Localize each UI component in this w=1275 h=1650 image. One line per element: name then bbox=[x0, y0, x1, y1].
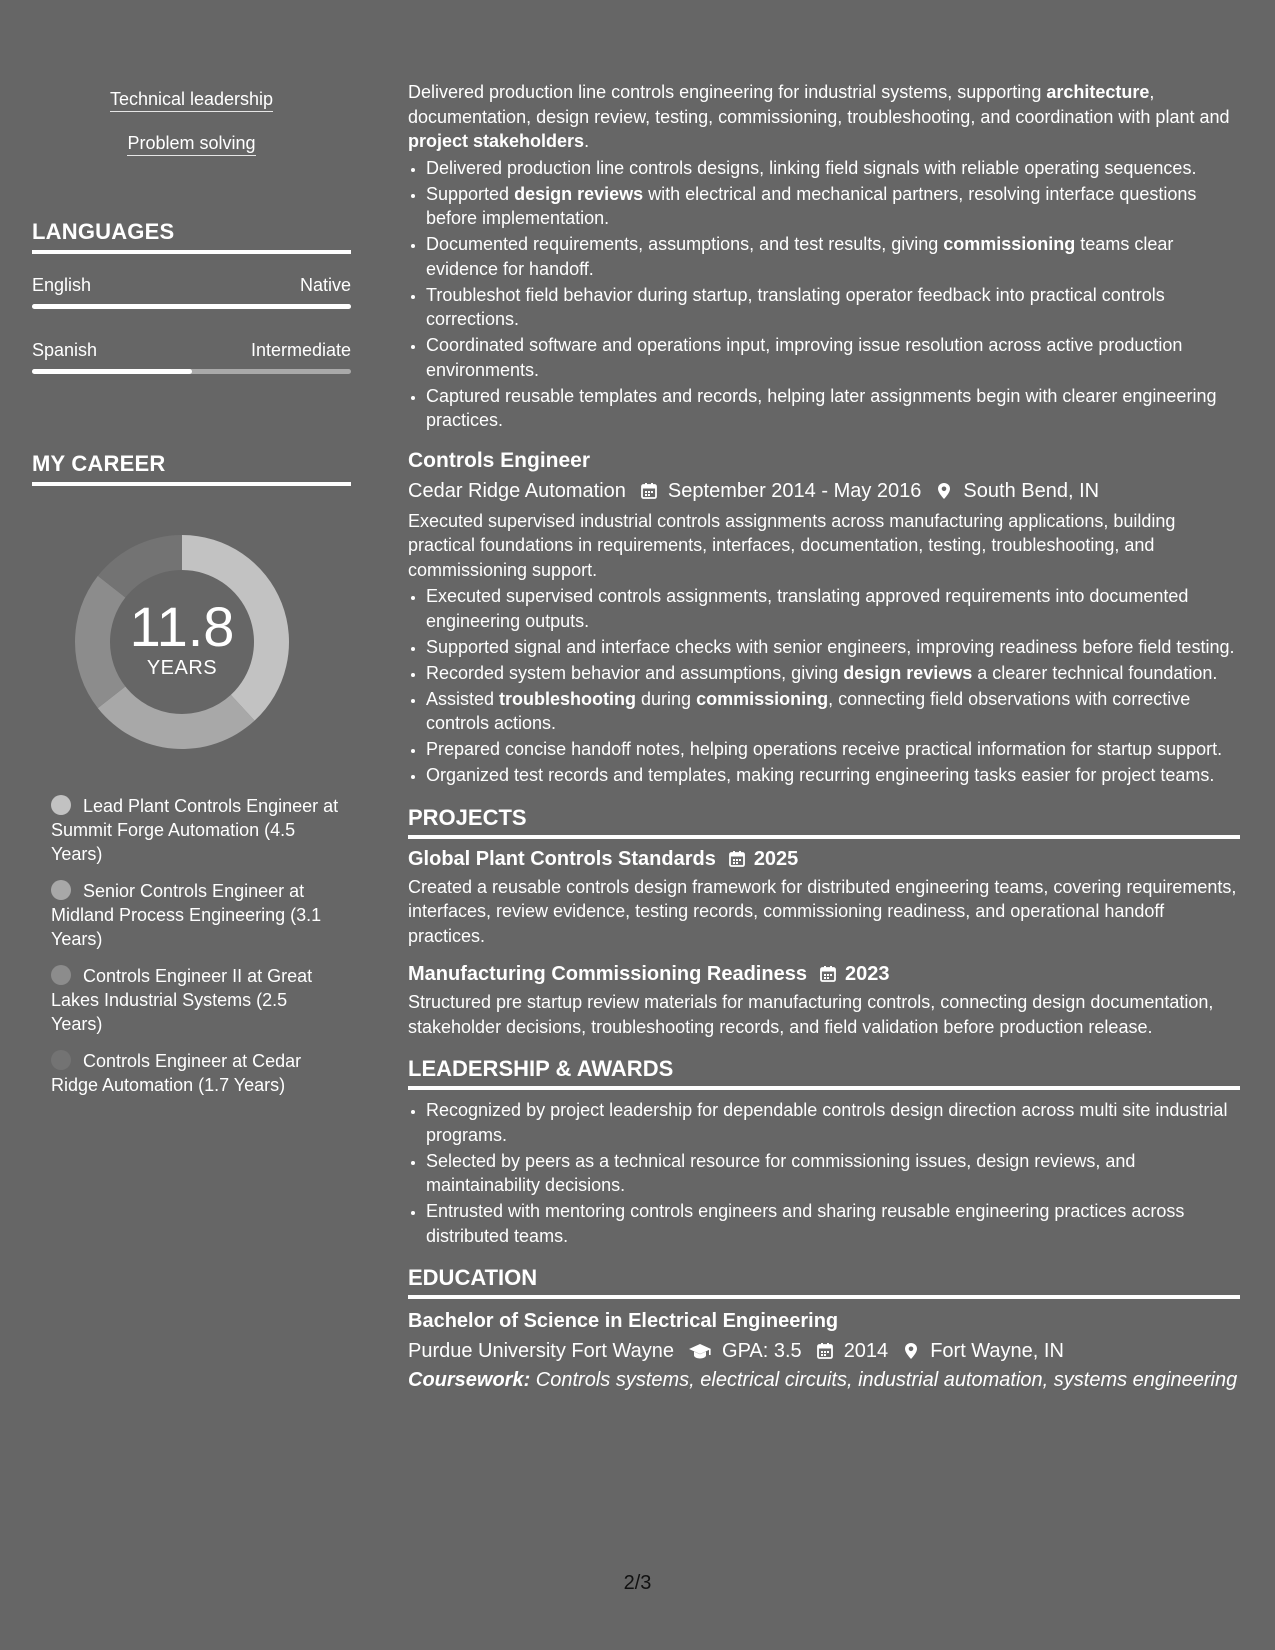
award-item: • Entrusted with mentoring controls engineers and sharing reusable engineering practices across distributed teams. bbox=[426, 1199, 1240, 1248]
main-content bbox=[408, 80, 1240, 1393]
calendar-icon bbox=[640, 482, 658, 500]
legend-label: Controls Engineer II at Great Lakes Industrial Systems (2.5 Years) bbox=[51, 966, 313, 1034]
degree-title: Bachelor of Science in Electrical Engineering bbox=[408, 1310, 839, 1332]
location-pin-icon bbox=[935, 482, 953, 500]
sidebar bbox=[32, 80, 351, 1110]
bullet-item: • Delivered production line controls designs, linking field signals with reliable operating sequences. bbox=[426, 156, 1240, 181]
awards-title: LEADERSHIP & AWARDS bbox=[408, 1055, 1240, 1090]
career-total-years: 11.8 bbox=[129, 595, 235, 658]
project-name: Manufacturing Commissioning Readiness bbox=[408, 963, 807, 985]
project-description: Created a reusable controls design framework for distributed engineering teams, covering requirements, interfaces, review evidence, testing records, commissioning readiness, and operational handoff practices. bbox=[408, 876, 1237, 946]
bullet-item: • Recorded system behavior and assumptions, giving design reviews a clearer technical foundation. bbox=[426, 661, 1240, 686]
award-item: • Recognized by project leadership for dependable controls design direction across multi site industrial programs. bbox=[426, 1098, 1240, 1147]
job-location: South Bend, IN bbox=[963, 479, 1100, 502]
bullet-item: • Organized test records and templates, making recurring engineering tasks easier for project teams. bbox=[426, 763, 1240, 788]
gpa: GPA: 3.5 bbox=[722, 1340, 802, 1362]
projects-title: PROJECTS bbox=[408, 804, 1240, 839]
bullet-item: • Supported design reviews with electrical and mechanical partners, resolving interface questions before implementation. bbox=[426, 182, 1240, 231]
job-bullets bbox=[408, 156, 1240, 433]
project-title bbox=[408, 960, 1240, 988]
legend-swatch bbox=[51, 1050, 71, 1070]
legend-label: Controls Engineer at Cedar Ridge Automation (1.7 Years) bbox=[51, 1051, 302, 1095]
bullet-item: • Prepared concise handoff notes, helping operations receive practical information for startup support. bbox=[426, 737, 1240, 762]
language-proficiency-fill bbox=[32, 304, 351, 309]
skills-list bbox=[32, 88, 351, 156]
donut-center bbox=[62, 522, 302, 762]
language-proficiency-bar bbox=[32, 369, 351, 374]
career-title: MY CAREER bbox=[32, 450, 351, 486]
bullet-item: • Executed supervised controls assignments, translating approved requirements into documented engineering outputs. bbox=[426, 584, 1240, 633]
job-bullets bbox=[408, 584, 1240, 788]
skill-tag: Technical leadership bbox=[110, 88, 273, 112]
language-item bbox=[32, 339, 351, 374]
language-item bbox=[32, 274, 351, 309]
language-proficiency-bar bbox=[32, 304, 351, 309]
coursework-text: Controls systems, electrical circuits, industrial automation, systems engineering bbox=[530, 1369, 1238, 1391]
job-title: Controls Engineer bbox=[408, 448, 591, 472]
job-summary: Executed supervised industrial controls assignments across manufacturing applications, building practical foundations in requirements, interfaces, documentation, testing, troubleshooting, and commissioning support. bbox=[408, 510, 1176, 580]
legend-label: Senior Controls Engineer at Midland Process Engineering (3.1 Years) bbox=[51, 881, 322, 949]
career-donut-chart bbox=[62, 522, 302, 762]
language-name: English bbox=[32, 275, 92, 295]
school-location: Fort Wayne, IN bbox=[930, 1340, 1064, 1362]
legend-label: Lead Plant Controls Engineer at Summit Forge Automation (4.5 Years) bbox=[51, 796, 339, 864]
awards-list bbox=[408, 1098, 1240, 1248]
job-summary: Delivered production line controls engineering for industrial systems, supporting architecture, documentation, design review, testing, commissioning, troubleshooting, and coordination with plant and project stakeholders. bbox=[408, 82, 1230, 151]
language-proficiency-fill bbox=[32, 369, 192, 374]
career-total-unit: YEARS bbox=[146, 657, 218, 679]
bullet-item: • Supported signal and interface checks with senior engineers, improving readiness before field testing. bbox=[426, 635, 1240, 660]
legend-swatch bbox=[51, 795, 71, 815]
career-legend bbox=[51, 794, 341, 1097]
language-level: Native bbox=[299, 275, 351, 295]
job-dates: September 2014 - May 2016 bbox=[667, 479, 922, 502]
page-number: 2/3 bbox=[623, 1572, 652, 1594]
bullet-item: • Troubleshot field behavior during startup, translating operator feedback into practical controls corrections. bbox=[426, 283, 1240, 332]
bullet-item: • Documented requirements, assumptions, and test results, giving commissioning teams clear evidence for handoff. bbox=[426, 232, 1240, 281]
languages-title: LANGUAGES bbox=[32, 218, 351, 254]
graduation-cap-icon bbox=[688, 1342, 712, 1360]
graduation-year: 2014 bbox=[843, 1340, 889, 1362]
school-name: Purdue University Fort Wayne bbox=[408, 1340, 675, 1362]
bullet-item: • Assisted troubleshooting during commissioning, connecting field observations with corrective controls actions. bbox=[426, 687, 1240, 736]
bullet-item: • Coordinated software and operations input, improving issue resolution across active production environments. bbox=[426, 333, 1240, 382]
location-pin-icon bbox=[902, 1342, 920, 1360]
coursework-label: Coursework: bbox=[408, 1369, 531, 1391]
career-legend-item bbox=[51, 794, 341, 866]
calendar-icon bbox=[728, 850, 746, 868]
legend-swatch bbox=[51, 880, 71, 900]
career-legend-item bbox=[51, 1049, 341, 1097]
project-name: Global Plant Controls Standards bbox=[408, 847, 716, 870]
job-meta bbox=[408, 477, 1240, 505]
project-description: Structured pre startup review materials for manufacturing controls, connecting design documentation, stakeholder decisions, troubleshooting records, and field validation before production release. bbox=[408, 992, 1214, 1037]
language-name: Spanish bbox=[32, 340, 98, 360]
coursework bbox=[408, 1368, 1240, 1393]
calendar-icon bbox=[819, 965, 837, 983]
career-legend-item bbox=[51, 964, 341, 1036]
company-name: Cedar Ridge Automation bbox=[408, 479, 626, 502]
project-title bbox=[408, 845, 1240, 873]
calendar-icon bbox=[816, 1342, 834, 1360]
education-meta bbox=[408, 1337, 1240, 1365]
project-year: 2023 bbox=[844, 963, 890, 985]
education-title: EDUCATION bbox=[408, 1264, 1240, 1299]
career-legend-item bbox=[51, 879, 341, 951]
career-section bbox=[32, 450, 351, 1097]
project-year: 2025 bbox=[753, 847, 799, 870]
award-item: • Selected by peers as a technical resource for commissioning issues, design reviews, and maintainability decisions. bbox=[426, 1149, 1240, 1198]
languages-section bbox=[32, 218, 351, 374]
skill-tag: Problem solving bbox=[127, 132, 255, 156]
bullet-item: • Captured reusable templates and records, helping later assignments begin with clearer engineering practices. bbox=[426, 384, 1240, 433]
language-level: Intermediate bbox=[250, 340, 351, 360]
legend-swatch bbox=[51, 965, 71, 985]
